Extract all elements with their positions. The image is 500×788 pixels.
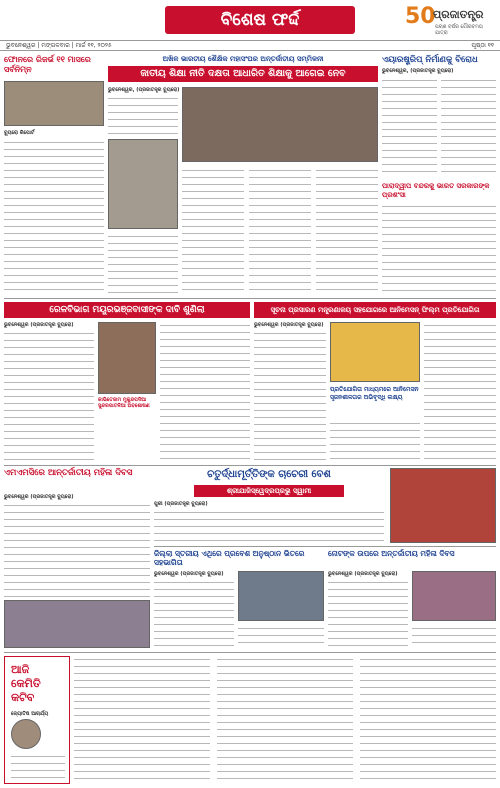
horoscope-col2: [217, 656, 353, 784]
article-body-col2: [160, 322, 250, 462]
article-body-col2: [441, 77, 496, 177]
article-body-col2: [249, 167, 311, 295]
article-body: [154, 509, 384, 543]
article-middle-left: [4, 302, 250, 462]
event-photo: [412, 571, 496, 621]
article-body-col0: [108, 233, 178, 295]
headline: ରେଳବିଭାଗ ମୟୂରଭଞ୍ଜବାସୀଙ୍କ ଦାବି ଶୁଣିଲା: [4, 302, 250, 318]
horoscope-col1: [74, 656, 210, 784]
animation-logo-image: [330, 322, 420, 382]
section-divider: [4, 652, 496, 653]
section-title: ବିଶେଷ ଫର୍ଦ୍ଦ: [165, 6, 355, 34]
article-photo: [4, 81, 104, 126]
article-body-lead: [108, 95, 178, 135]
article-top-left: [4, 55, 104, 295]
article-body-col1: [382, 77, 437, 177]
dateline-bar: [0, 40, 500, 51]
article-bottom-right: [328, 549, 496, 649]
group-photo: [4, 600, 150, 648]
horoscope-title-line3: କଟିବ: [11, 691, 35, 704]
article-body-col1: [254, 330, 326, 462]
byline: ଭୁବନେଶ୍ୱର (ପ୍ରଜାତନ୍ତ୍ର ବ୍ୟୁରୋ): [154, 571, 224, 577]
article-top-center: [108, 55, 378, 295]
horoscope-author: ଜ୍ୟୋତିଷ ଆଚାର୍ଯ୍ୟ: [11, 711, 49, 717]
byline: ଭୁବନେଶ୍ୱର (ପ୍ରଜାତନ୍ତ୍ର ବ୍ୟୁରୋ): [4, 494, 74, 500]
deities-photo: [390, 468, 496, 543]
horoscope-box: [4, 656, 70, 784]
horoscope-col3: [360, 656, 496, 784]
event-photo: [238, 571, 324, 621]
article-body-col1: [182, 167, 244, 295]
article-body-col3: [316, 167, 378, 295]
byline: ଭୁବନେଶ୍ୱର (ପ୍ରଜାତନ୍ତ୍ର ବ୍ୟୁରୋ): [328, 571, 398, 577]
headline: ଫୋନରେ ରିଜର୍ଭ ୧୧ ମାସରେ ସର୍ବନିମ୍ନ: [4, 55, 91, 74]
horoscope-title-line2: କେମିତି: [11, 677, 41, 690]
headline: ଚତୁର୍ଦ୍ଧାମୂର୍ତ୍ତିଙ୍କ ଚାଚେରୀ ବେଶ: [207, 469, 331, 480]
subhead: ଶ୍ରୀଯାଜିସ୍ୱେଦ୍ରପ୍ରଭୁ ସ୍ୱାମୀ: [194, 485, 344, 497]
headline: ନୋଟଙ୍କ ଉପରେ ଅନ୍ତର୍ଜାତୀୟ ମହିଳା ଦିବସ: [328, 549, 455, 558]
horoscope-title-line1: ଆଜି: [11, 663, 30, 676]
byline: ଭୁବନେଶ୍ୱର (ପ୍ରଜାତନ୍ତ୍ର ବ୍ୟୁରୋ): [254, 322, 324, 328]
article-body-col2: [330, 420, 420, 462]
article-body-col1: [154, 579, 234, 649]
logo-number: 50: [405, 4, 436, 29]
section-divider: [4, 465, 496, 466]
byline: ପୁରୀ (ପ୍ରଜାତନ୍ତ୍ର ବ୍ୟୁରୋ): [154, 501, 208, 507]
byline: ଭୁବନେଶ୍ୱର, (ପ୍ରଜାତନ୍ତ୍ର ବ୍ୟୁରୋ): [108, 87, 180, 93]
highlight-badge: ପ୍ରତିଯୋଗିତା ମାଧ୍ୟମରେ ଆନିମେସନ ସୃଜନଶୀଳତାର ଅଭିବୃଦ୍ଧି ଲକ୍ଷ୍ୟ: [330, 386, 419, 401]
byline: ଭୁବନେଶ୍ୱର, (ପ୍ରଜାତନ୍ତ୍ର ବ୍ୟୁରୋ): [382, 68, 454, 74]
newspaper-logo: [405, 4, 497, 36]
logo-tagline: ପଚାଶ ବର୍ଷର ଗୌରବମୟ ଯାତ୍ରା: [435, 24, 483, 36]
article-bottom-left: [154, 549, 324, 649]
author-details: [11, 753, 65, 779]
article-body-col2: [412, 625, 496, 649]
kicker: ଅଖିଳ ଭାରତୀୟ ଶୈକ୍ଷିକ ମହାସଂଘର ଅନ୍ତର୍ଜାତୀୟ ସମ୍ମିଳନୀ: [162, 55, 324, 63]
logo-name: ପ୍ରଜାତନ୍ତ୍ର: [433, 8, 484, 21]
article-body: [4, 139, 104, 295]
article-lower-center: [154, 468, 496, 543]
article-lower-left: [4, 468, 150, 598]
page-label: ପୃଷ୍ଠା ୧୧: [471, 42, 494, 49]
article-body-col1: [4, 330, 94, 462]
headline: ସୂଚନା ପ୍ରସାରଣ ମନ୍ତ୍ରଣାଳୟ ସହଯୋଗରେ ଆନିମେସନ୍ ଫିଲ୍ମ ପ୍ରତିଯୋଗିତା: [254, 302, 496, 318]
byline: ଭୁବନେଶ୍ୱର (ପ୍ରଜାତନ୍ତ୍ର ବ୍ୟୁରୋ): [4, 322, 74, 328]
article-body-col1: [328, 579, 408, 649]
section-divider: [4, 298, 496, 299]
article-body-col2: [238, 625, 324, 649]
headline: ଏମଏମସିରେ ଆନ୍ତର୍ଜାତୀୟ ମହିଳା ଦିବସ: [4, 468, 133, 478]
speaker-photo: [108, 139, 178, 229]
article-body: [4, 502, 150, 598]
dateline: ଭୁବନେଶ୍ୱର | ମଙ୍ଗଳବାର | ମାର୍ଚ୍ଚ ୧୧, ୨୦୨୫: [6, 42, 112, 49]
article-middle-right: [254, 302, 496, 462]
subhead: ପାରାଦ୍ୱୀପ ବନ୍ଦରକୁ ଭାରତ ସରକାରଙ୍କ ପ୍ରଶଂସା: [382, 182, 490, 199]
conference-photo: [182, 87, 378, 162]
article-body-lower: [382, 203, 496, 295]
section-divider: [154, 546, 496, 547]
headline: ଜିଲ୍ଲା ସ୍ତରୀୟ ଏଥିରେ ପ୍ରବେଶ ଅନୁଷ୍ଠାନ ଭିତରେ ସହଭାଗିତା: [154, 549, 305, 567]
article-body-col3: [424, 322, 496, 462]
horoscope-grid: [74, 656, 496, 784]
byline: ବ୍ୟୁରୋ ରିପୋର୍ଟ: [4, 130, 35, 136]
article-top-right: [382, 55, 496, 295]
author-avatar: [11, 719, 41, 749]
masthead: [0, 0, 500, 40]
portrait-photo: [98, 322, 156, 394]
photo-caption: କାଭିତେଜାମ ମୁକୁନ୍ଦପଦିଆ ସୁନ୍ଦରପାତଳିଆ ଅବଶୋଷଣ: [98, 397, 150, 409]
headline: ଏୟାରଷ୍ଟ୍ରିପ୍ ନିର୍ମାଣକୁ ବିରୋଧ: [382, 55, 478, 65]
headline: ଜାତୀୟ ଶିକ୍ଷା ନୀତି ଦକ୍ଷତା ଆଧାରିତ ଶିକ୍ଷାକୁ ଆଗେଇ ନେବ: [108, 66, 378, 82]
